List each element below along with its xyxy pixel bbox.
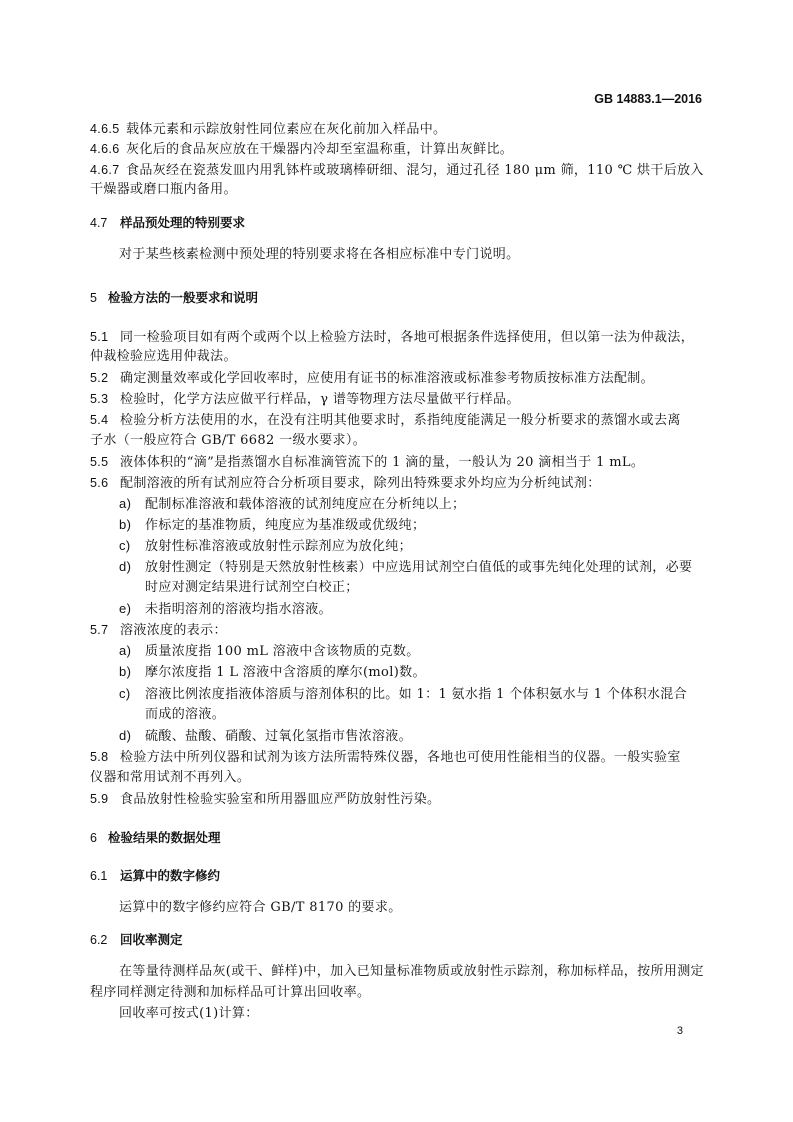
heading-number: 6.2 [90,933,108,947]
item-label: a) [119,643,132,658]
clause-5-5 [90,452,704,473]
item-text: 未指明溶剂的溶液均指水溶液。 [145,602,332,617]
clause-text: 溶液浓度的表示： [120,623,227,638]
item-text: 配制标准溶液和载体溶液的试剂纯度应在分析纯以上； [145,497,466,512]
clause-text: 同一检验项目如有两个或两个以上检验方法时，各地可根据条件选择使用，但以第一法为仲裁法， [120,330,695,345]
clause-4-6-5 [90,119,704,140]
clause-5-4-cont: 子水（一般应符合 GB/T 6682 一级水要求）。 [90,433,367,448]
list-item-5-7-c-cont: 而成的溶液。 [145,707,226,722]
clause-text: 确定测量效率或化学回收率时，应使用有证书的标准溶液或标准参考物质按标准方法配制。 [120,371,655,386]
item-label: c) [119,538,131,553]
clause-5-6 [90,473,704,494]
item-text: 溶液比例浓度指液体溶质与溶剂体积的比。如 1：1 氨水指 1 个体积氨水与 1 个体积水混合 [145,687,687,702]
heading-text: 检验结果的数据处理 [108,830,221,845]
clause-5-3 [90,389,704,410]
heading-6-1 [90,866,220,886]
list-item-5-6-d [119,557,733,578]
clause-number: 4.6.5 [90,122,120,136]
paragraph-6-1: 运算中的数字修约应符合 GB/T 8170 的要求。 [119,900,402,915]
heading-number: 5 [90,291,97,305]
clause-text: 配制溶液的所有试剂应符合分析项目要求，除列出特殊要求外均应为分析纯试剂： [120,476,601,491]
item-text: 放射性测定（特别是天然放射性核素）中应选用试剂空白值低的或事先纯化处理的试剂，必要 [145,560,693,575]
item-text: 硫酸、盐酸、硝酸、过氧化氢指市售浓溶液。 [145,729,413,744]
item-text: 质量浓度指 100 mL 溶液中含该物质的克数。 [145,644,420,659]
paragraph-4-7: 对于某些核素检测中预处理的特别要求将在各相应标准中专门说明。 [119,247,520,262]
standard-number: GB 14883.1—2016 [594,92,702,106]
heading-4-7 [90,213,245,233]
heading-text: 运算中的数字修约 [120,868,221,883]
list-item-5-6-e [119,599,733,620]
clause-number: 5.4 [90,413,109,427]
list-item-5-7-c [119,684,733,705]
heading-text: 回收率测定 [120,932,183,947]
heading-5 [90,288,258,308]
clause-number: 5.1 [90,330,109,344]
heading-number: 6.1 [90,869,108,883]
clause-number: 5.5 [90,455,109,469]
clause-5-8 [90,747,704,768]
clause-text: 检验时，化学方法应做平行样品，γ 谱等物理方法尽量做平行样品。 [120,392,520,407]
clause-4-6-6 [90,139,704,160]
paragraph-6-2-line-3: 回收率可按式(1)计算： [119,1006,259,1021]
clause-number: 5.8 [90,750,109,764]
clause-5-1-cont: 仲裁检验应选用仲裁法。 [90,349,237,364]
list-item-5-6-b [119,515,733,536]
list-item-5-7-d [119,726,733,747]
clause-text: 液体体积的“滴”是指蒸馏水自标准滴管流下的 1 滴的量，一般认为 20 滴相当于 1 mL。 [120,455,645,470]
paragraph-6-2-line-2: 程序同样测定待测和加标样品可计算出回收率。 [90,985,371,1000]
heading-text: 样品预处理的特别要求 [120,215,246,230]
list-item-5-6-a [119,494,733,515]
clause-4-6-7 [90,160,704,181]
item-text: 作标定的基准物质，纯度应为基准级或优级纯； [145,518,426,533]
clause-number: 4.6.7 [90,163,120,177]
clause-number: 5.3 [90,392,109,406]
item-label: a) [119,496,132,511]
clause-text: 食品放射性检验实验室和所用器皿应严防放射性污染。 [120,792,441,807]
item-text: 摩尔浓度指 1 L 溶液中含溶质的摩尔(mol)数。 [145,665,426,680]
page-number: 3 [676,1025,683,1037]
clause-5-7 [90,620,704,641]
clause-number: 4.6.6 [90,142,120,156]
item-label: b) [119,664,132,679]
clause-text: 检验分析方法使用的水，在没有注明其他要求时，系指纯度能满足一般分析要求的蒸馏水或去离 [120,413,681,428]
clause-text: 食品灰经在瓷蒸发皿内用乳钵杵或玻璃棒研细、混匀，通过孔径 180 μm 筛，110 ℃ 烘干后放入 [126,163,704,178]
clause-5-8-cont: 仪器和常用试剂不再列入。 [90,770,251,785]
clause-4-6-7-cont: 干燥器或磨口瓶内备用。 [90,182,237,197]
item-label: e) [119,601,132,616]
heading-6-2 [90,930,183,950]
clause-number: 5.2 [90,371,109,385]
item-label: c) [119,686,131,701]
clause-text: 灰化后的食品灰应放在干燥器内冷却至室温称重，计算出灰鲜比。 [126,142,514,157]
paragraph-6-2-line-1: 在等量待测样品灰(或干、鲜样)中，加入已知量标准物质或放射性示踪剂，称加标样品，按所用测定 [119,964,704,979]
list-item-5-7-a [119,641,733,662]
clause-number: 5.6 [90,476,109,490]
item-label: b) [119,517,132,532]
clause-5-2 [90,368,704,389]
clause-5-1 [90,327,704,348]
clause-text: 检验方法中所列仪器和试剂为该方法所需特殊仪器，各地也可使用性能相当的仪器。一般实验室 [120,750,681,765]
item-text: 放射性标准溶液或放射性示踪剂应为放化纯； [145,539,413,554]
list-item-5-7-b [119,662,733,683]
heading-6 [90,828,221,848]
clause-number: 5.9 [90,792,109,806]
heading-text: 检验方法的一般要求和说明 [108,290,259,305]
clause-5-4 [90,410,704,431]
heading-number: 6 [90,831,97,845]
list-item-5-6-d-cont: 时应对测定结果进行试剂空白校正； [145,580,359,595]
item-label: d) [119,728,132,743]
item-label: d) [119,559,132,574]
clause-number: 5.7 [90,623,109,637]
heading-number: 4.7 [90,216,108,230]
clause-text: 载体元素和示踪放射性同位素应在灰化前加入样品中。 [126,122,447,137]
list-item-5-6-c [119,536,733,557]
clause-5-9 [90,789,704,810]
